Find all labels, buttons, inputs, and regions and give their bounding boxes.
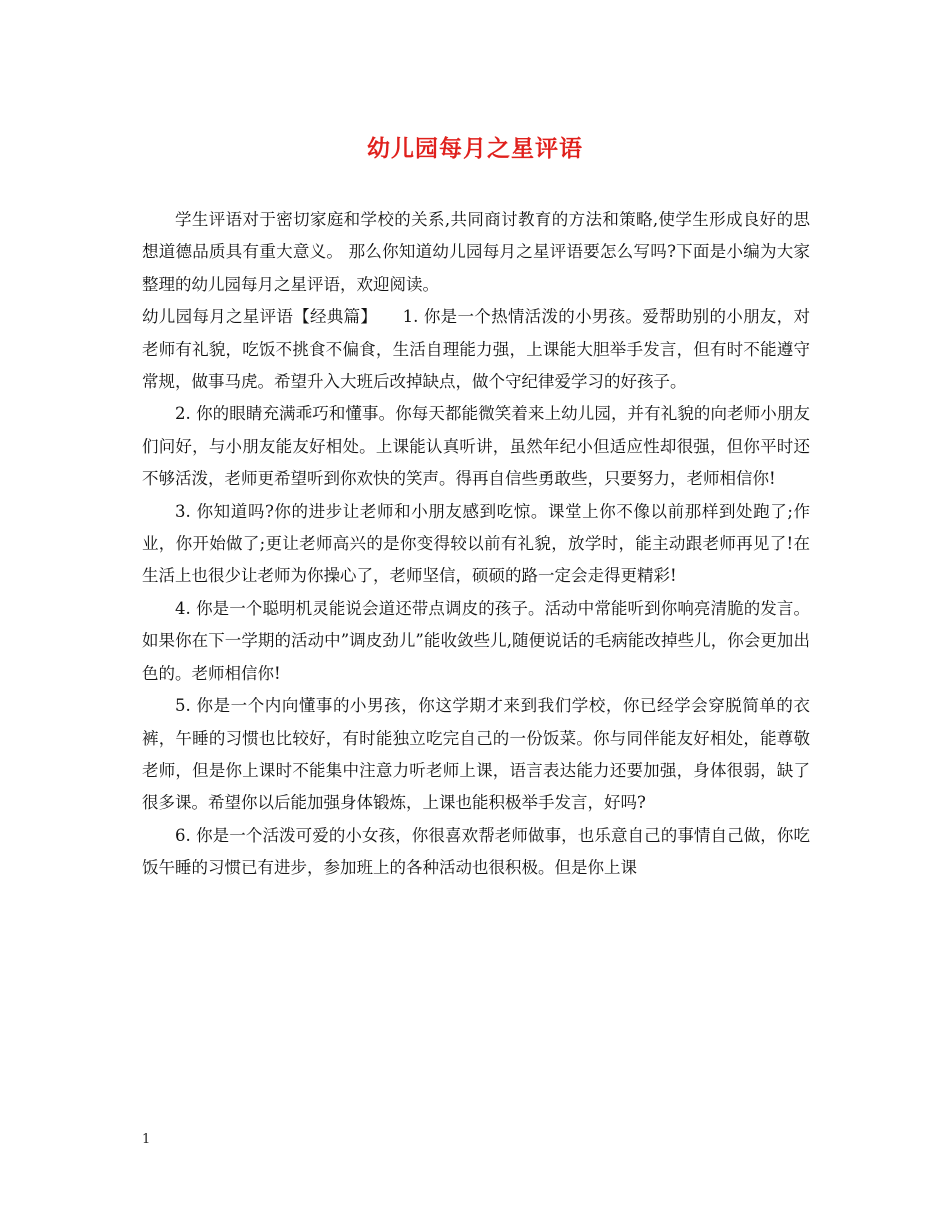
document-body <box>142 204 810 885</box>
page-number: 1 <box>142 1132 151 1147</box>
paragraph-comment-4: 4. 你是一个聪明机灵能说会道还带点调皮的孩子。活动中常能听到你响亮清脆的发言。如果你在下一学期的活动中”调皮劲儿”能收敛些儿,随便说话的毛病能改掉些儿，你会更加出色的。老师相信你! <box>142 598 810 683</box>
paragraph-comment-1: 幼儿园每月之星评语【经典篇】 1. 你是一个热情活泼的小男孩。爱帮助别的小朋友，对老师有礼貌，吃饭不挑食不偏食，生活自理能力强，上课能大胆举手发言，但有时不能遵守常规，做事马虎。希望升入大班后改掉缺点，做个守纪律爱学习的好孩子。 <box>142 307 810 392</box>
paragraph-comment-5: 5. 你是一个内向懂事的小男孩，你这学期才来到我们学校，你已经学会穿脱简单的衣裤，午睡的习惯也比较好，有时能独立吃完自己的一份饭菜。你与同伴能友好相处，能尊敬老师，但是你上课时不能集中注意力听老师上课，语言表达能力还要加强，身体很弱，缺了很多课。希望你以后能加强身体锻炼，上课也能积极举手发言，好吗? <box>142 696 810 813</box>
paragraph-comment-3: 3. 你知道吗?你的进步让老师和小朋友感到吃惊。课堂上你不像以前那样到处跑了;作业，你开始做了;更让老师高兴的是你变得较以前有礼貌，放学时，能主动跟老师再见了!在生活上也很少让老师为你操心了，老师坚信，硕硕的路一定会走得更精彩! <box>142 501 810 586</box>
paragraph-intro: 学生评语对于密切家庭和学校的关系,共同商讨教育的方法和策略,使学生形成良好的思想道德品质具有重大意义。 那么你知道幼儿园每月之星评语要怎么写吗?下面是小编为大家整理的幼儿园每月之星评语，欢迎阅读。 <box>142 210 810 294</box>
paragraph-comment-6: 6. 你是一个活泼可爱的小女孩，你很喜欢帮老师做事，也乐意自己的事情自己做，你吃饭午睡的习惯已有进步，参加班上的各种活动也很积极。但是你上课 <box>142 825 810 878</box>
paragraph-comment-2: 2. 你的眼睛充满乖巧和懂事。你每天都能微笑着来上幼儿园，并有礼貌的向老师小朋友们问好，与小朋友能友好相处。上课能认真听讲，虽然年纪小但适应性却很强，但你平时还不够活泼，老师更希望听到你欢快的笑声。得再自信些勇敢些，只要努力，老师相信你! <box>142 404 810 489</box>
document-title: 幼儿园每月之星评语 <box>367 135 583 162</box>
